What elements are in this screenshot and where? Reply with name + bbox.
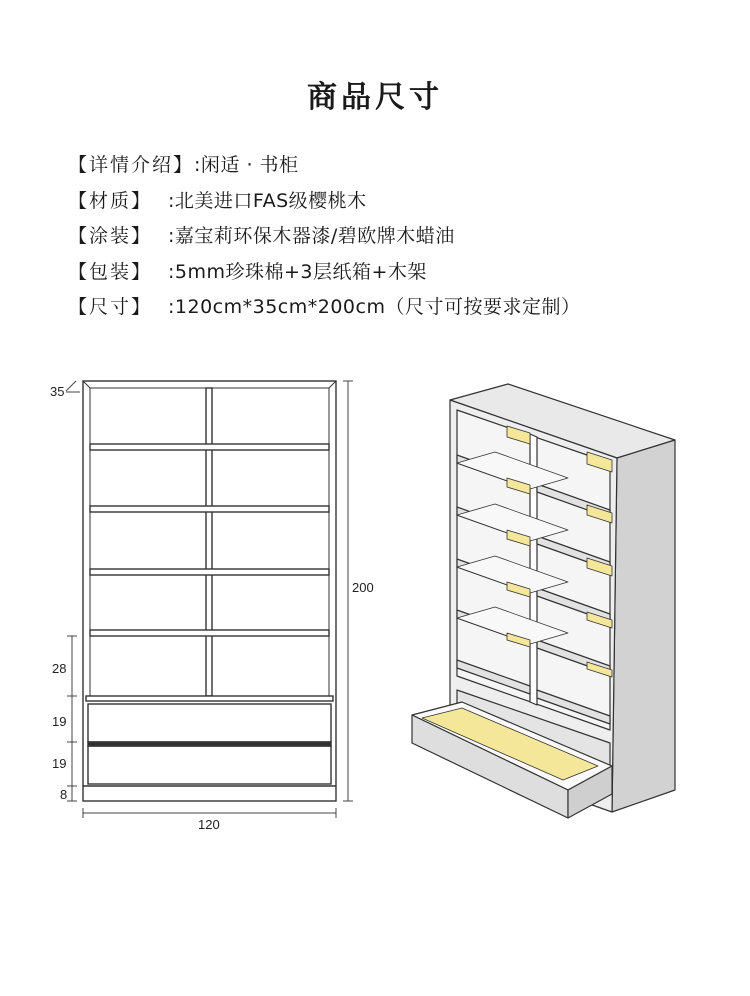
shelf-line [90,444,329,450]
spec-label-material: 【材质】 [68,189,153,212]
spec-value-size: :120cm*35cm*200cm（尺寸可按要求定制） [168,296,581,319]
spec-label-finish: 【涂装】 [68,225,153,248]
shelf-line [90,506,329,512]
dim-drawer2-label: 19 [52,756,67,771]
dim-depth-label: 35 [50,384,65,399]
dim-shelf-label: 28 [52,661,67,676]
dim-drawer1-label: 19 [52,714,67,729]
spec-value-packaging: :5mm珍珠棉+3层纸箱+木架 [168,260,427,283]
spec-value-material: :北美进口FAS级樱桃木 [168,189,367,212]
drawer-top-rail [86,696,333,701]
spec-value-finish: :嘉宝莉环保木器漆/碧欧牌木蜡油 [168,225,455,248]
shelf-line [90,630,329,636]
drawer-front-2 [88,746,331,784]
page-title: 商品尺寸 [307,80,443,115]
dim-height-label: 200 [352,580,374,595]
spec-value-intro: :闲适 · 书柜 [194,154,299,177]
center-divider [206,388,212,696]
perspective-view [412,384,675,818]
front-elevation [83,381,336,801]
drawer-front-1 [88,704,331,742]
shelf-line [90,569,329,575]
dim-width-label: 120 [198,817,220,832]
spec-label-packaging: 【包装】 [68,260,153,283]
spec-label-size: 【尺寸】 [68,296,153,319]
spec-label-intro: 【详情介绍】 [68,154,195,177]
dim-base-label: 8 [60,787,68,802]
